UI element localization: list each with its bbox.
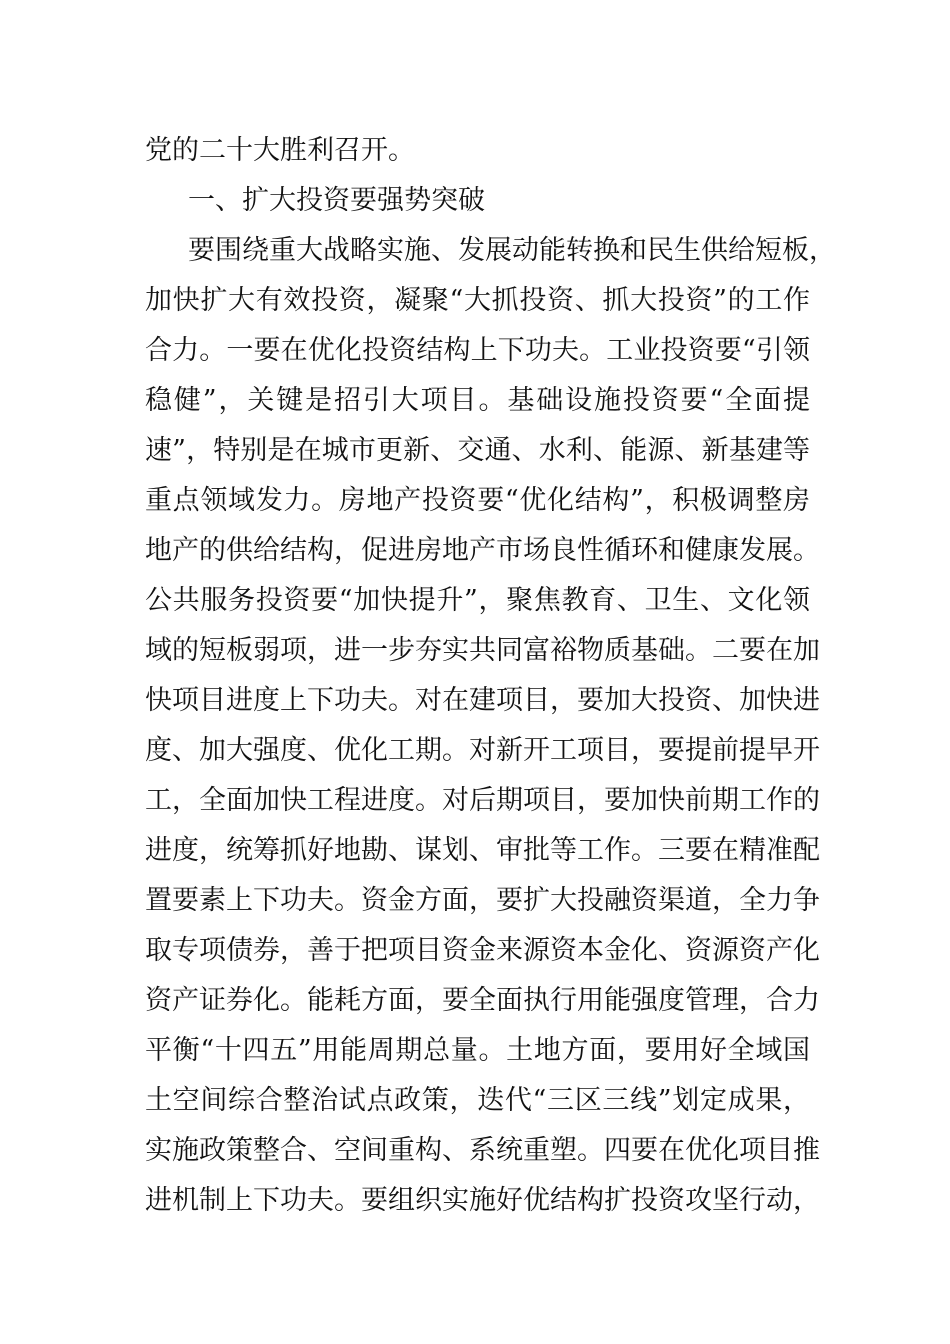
text-line: 党的二十大胜利召开。 [145, 135, 415, 166]
text-line: 置要素上下功夫。资金方面，要扩大投融资渠道，全力争 [145, 885, 820, 916]
text-line: 合力。一要在优化投资结构上下功夫。工业投资要“引领 [145, 335, 810, 366]
text-line: 要围绕重大战略实施、发展动能转换和民生供给短板， [188, 235, 836, 266]
text-line: 资产证券化。能耗方面，要全面执行用能强度管理，合力 [145, 985, 820, 1016]
text-line: 地产的供给结构，促进房地产市场良性循环和健康发展。 [145, 535, 820, 566]
text-line: 度、加大强度、优化工期。对新开工项目，要提前提早开 [145, 735, 820, 766]
text-line: 快项目进度上下功夫。对在建项目，要加大投资、加快进 [145, 685, 820, 716]
text-line: 域的短板弱项，进一步夯实共同富裕物质基础。二要在加 [145, 635, 820, 666]
text-line: 实施政策整合、空间重构、系统重塑。四要在优化项目推 [145, 1135, 820, 1166]
section-heading: 一、扩大投资要强势突破 [188, 185, 485, 216]
text-line: 公共服务投资要“加快提升”，聚焦教育、卫生、文化领 [145, 585, 810, 616]
text-line: 进度，统筹抓好地勘、谋划、审批等工作。三要在精准配 [145, 835, 820, 866]
text-line: 重点领域发力。房地产投资要“优化结构”，积极调整房 [145, 485, 810, 516]
text-line: 取专项债券，善于把项目资金来源资本金化、资源资产化 [145, 935, 820, 966]
text-line: 土空间综合整治试点政策，迭代“三区三线”划定成果， [145, 1085, 810, 1116]
text-line: 平衡“十四五”用能周期总量。土地方面，要用好全域国 [145, 1035, 810, 1066]
text-line: 进机制上下功夫。要组织实施好优结构扩投资攻坚行动， [145, 1185, 820, 1216]
text-line: 速”，特别是在城市更新、交通、水利、能源、新基建等 [145, 435, 810, 466]
text-line: 稳健”，关键是招引大项目。基础设施投资要“全面提 [145, 385, 810, 416]
text-line: 加快扩大有效投资，凝聚“大抓投资、抓大投资”的工作 [145, 285, 810, 316]
text-line: 工，全面加快工程进度。对后期项目，要加快前期工作的 [145, 785, 820, 816]
